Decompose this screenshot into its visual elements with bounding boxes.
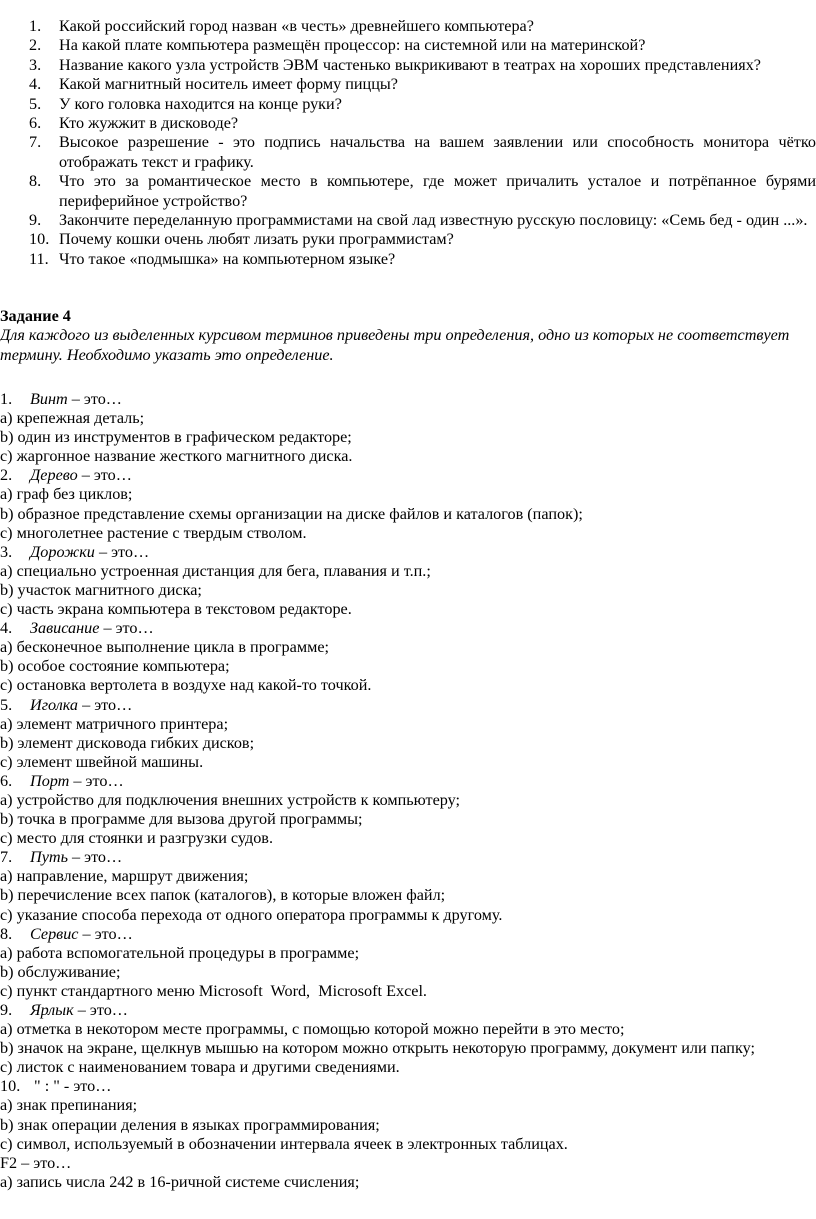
term-block <box>0 619 816 695</box>
option-c: c) остановка вертолета в воздухе над какой-то точкой. <box>0 676 372 695</box>
term-heading: 10. " : " - это… <box>0 1077 112 1096</box>
option-b: b) значок на экране, щелкнув мышью на котором можно открыть некоторую программу, документ или папку; <box>0 1039 755 1058</box>
option-b: b) точка в программе для вызова другой программы; <box>0 810 363 829</box>
option-b: b) образное представление схемы организации на диске файлов и каталогов (папок); <box>0 504 583 523</box>
option-a: a) знак препинания; <box>0 1096 138 1115</box>
option-c: c) жаргонное название жесткого магнитного диска. <box>0 447 353 466</box>
term-block <box>0 925 816 1001</box>
list-item: 5. У кого головка находится на конце руки? <box>29 94 342 113</box>
option-b: b) перечисление всех папок (каталогов), в которые вложен файл; <box>0 886 446 905</box>
term-block <box>0 1077 816 1153</box>
list-item: 7. Высокое разрешение - это подпись начальства на вашем заявлении или способность монитора чётко отображать текст и графику. <box>29 133 816 171</box>
list-item: 10. Почему кошки очень любят лизать руки программистам? <box>29 230 454 249</box>
option-a: a) работа вспомогательной процедуры в программе; <box>0 943 360 962</box>
term-heading: 3. Дорожки – это… <box>0 542 150 561</box>
option-c: c) часть экрана компьютера в текстовом редакторе. <box>0 600 352 619</box>
term-block <box>0 1001 816 1077</box>
option-a: a) крепежная деталь; <box>0 409 145 428</box>
option-b: b) участок магнитного диска; <box>0 580 202 599</box>
option-a: a) граф без циклов; <box>0 485 133 504</box>
term-heading: 8. Сервис – это… <box>0 924 133 943</box>
term-block <box>0 848 816 924</box>
list-item: 4. Какой магнитный носитель имеет форму пиццы? <box>29 75 398 94</box>
option-b: b) знак операции деления в языках программирования; <box>0 1115 380 1134</box>
term-heading: 2. Дерево – это… <box>0 466 132 485</box>
list-item: 2. На какой плате компьютера размещён процессор: на системной или на материнской? <box>29 36 646 55</box>
task-description: Для каждого из выделенных курсивом терминов приведены три определения, одно из которых не соответствует термину. Необходимо указать это определение. <box>0 326 790 364</box>
list-item: 6. Кто жужжит в дисководе? <box>29 114 239 133</box>
term-block <box>0 772 816 848</box>
list-item: 9. Закончите переделанную программистами на свой лад известную русскую пословицу: «Семь бед - один ...». <box>29 211 808 230</box>
option-b: b) один из инструментов в графическом редакторе; <box>0 428 352 447</box>
term-heading: 1. Винт – это… <box>0 390 122 408</box>
option-c: c) пункт стандартного меню Microsoft Word, Microsoft Excel. <box>0 981 427 1000</box>
term-heading: 6. Порт – это… <box>0 771 124 790</box>
option-a: a) направление, маршрут движения; <box>0 867 249 886</box>
option-a: a) специально устроенная дистанция для бега, плавания и т.п.; <box>0 561 431 580</box>
term-heading: 9. Ярлык – это… <box>0 1001 128 1019</box>
term-heading: 5. Иголка – это… <box>0 695 133 714</box>
option-c: c) указание способа перехода от одного оператора программы к другому. <box>0 905 503 924</box>
term-heading: 4. Зависание – это… <box>0 619 154 638</box>
option-a: a) отметка в некотором месте программы, с помощью которой можно перейти в это место; <box>0 1020 625 1039</box>
definitions-list <box>0 390 816 1192</box>
option-b: b) особое состояние компьютера; <box>0 657 230 676</box>
option-c: c) символ, используемый в обозначении интервала ячеек в электронных таблицах. <box>0 1134 568 1153</box>
term-heading: F2 – это… <box>0 1153 72 1172</box>
term-block <box>0 696 816 772</box>
term-block <box>0 1154 816 1192</box>
list-item: 3. Название какого узла устройств ЭВМ частенько выкрикивают в театрах на хороших представлениях? <box>29 55 761 74</box>
list-item: 1. Какой российский город назван «в честь» древнейшего компьютера? <box>29 17 534 35</box>
term-block <box>0 390 816 466</box>
list-item: 8. Что это за романтическое место в компьютере, где может причалить усталое и потрёпанное бурями периферийное устройство? <box>29 172 816 210</box>
option-a: a) элемент матричного принтера; <box>0 714 229 733</box>
option-c: c) листок с наименованием товара и другими сведениями. <box>0 1058 400 1077</box>
task-section <box>0 307 816 365</box>
option-c: c) место для стоянки и разгрузки судов. <box>0 829 273 848</box>
option-c: c) элемент швейной машины. <box>0 752 204 771</box>
term-block <box>0 543 816 619</box>
option-a: a) бесконечное выполнение цикла в программе; <box>0 638 329 657</box>
option-b: b) элемент дисковода гибких дисков; <box>0 733 255 752</box>
term-heading: 7. Путь – это… <box>0 848 123 867</box>
option-b: b) обслуживание; <box>0 962 121 981</box>
option-a: a) устройство для подключения внешних устройств к компьютеру; <box>0 790 461 809</box>
list-item: 11. Что такое «подмышка» на компьютерном языке? <box>29 249 396 268</box>
question-list <box>0 17 816 269</box>
option-a: a) запись числа 242 в 16-ричной системе счисления; <box>0 1172 360 1191</box>
task-title: Задание 4 <box>0 307 71 325</box>
term-block <box>0 466 816 542</box>
option-c: c) многолетнее растение с твердым стволом. <box>0 523 307 542</box>
